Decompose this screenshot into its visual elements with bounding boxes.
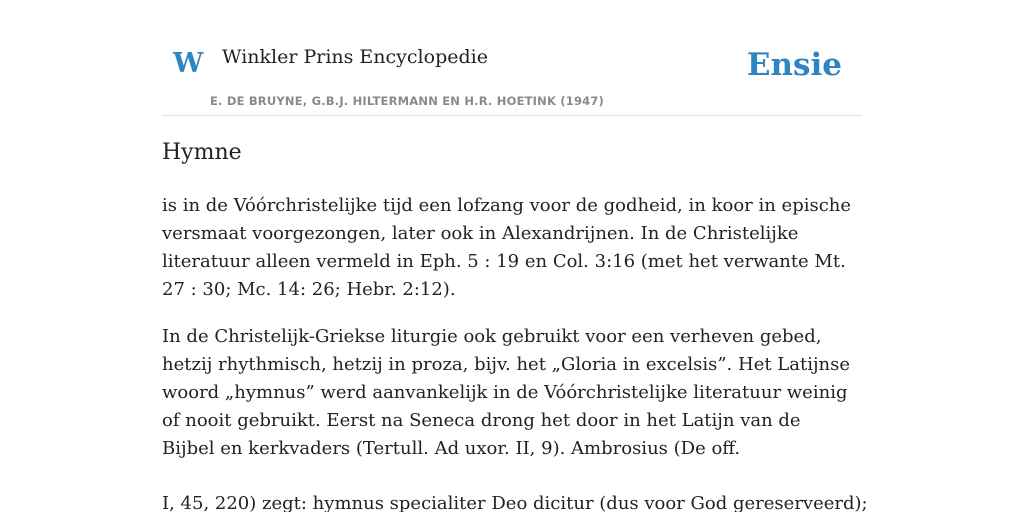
article-paragraph-1: is in de Vóórchristelijke tijd een lofzang voor de godheid, in koor in epische versmaat voorgezongen, later ook in Alexandrijnen. In de Christelijke literatuur alleen vermeld in Eph. 5 : 19 en Col. 3:16 (met het verwante Mt. 27 : 30; Mc. 14: 26; Hebr. 2:12). <box>162 195 852 300</box>
article-paragraph-3: I, 45, 220) zegt: hymnus specialiter Deo dicitur (dus voor God gereserveerd); <box>162 493 868 512</box>
publication-authors: E. DE BRUYNE, G.B.J. HILTERMANN EN H.R. HOETINK (1947) <box>210 94 605 108</box>
article-title: Hymne <box>162 140 242 165</box>
site-header <box>162 0 862 116</box>
article-paragraph-2: In de Christelijk-Griekse liturgie ook gebruikt voor een verheven gebed, hetzij rhythmisch, hetzij in proza, bijv. het „Gloria in excelsis”. Het Latijnse woord „hymnus” werd aanvankelijk in de Vóórchristelijke literatuur weinig of nooit gebruikt. Eerst na Seneca drong het door in het Latijn van de Bijbel en kerkvaders (Tertull. Ad uxor. II, 9). Ambrosius (De off. <box>162 326 851 459</box>
publication-title[interactable]: Winkler Prins Encyclopedie <box>222 46 488 68</box>
ensie-brand-logo[interactable]: Ensie <box>746 47 842 83</box>
publication-logo[interactable]: W <box>173 48 204 79</box>
